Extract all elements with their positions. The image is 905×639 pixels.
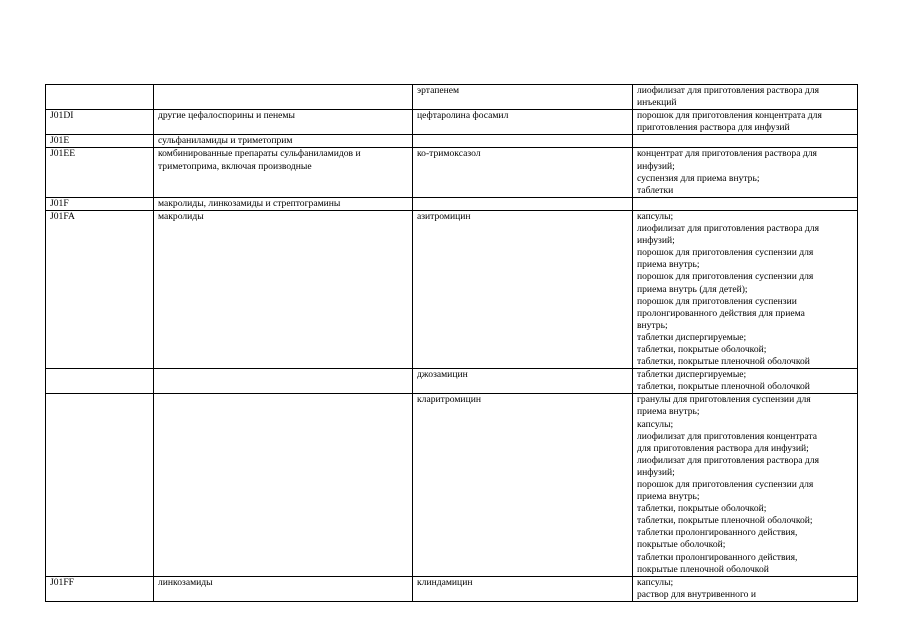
- dosage-form-item: порошок для приготовления суспензии для приема внутрь;: [637, 479, 814, 503]
- dosage-form-item: таблетки, покрытые пленочной оболочкой;: [637, 515, 813, 527]
- drug-name-cell: эртапенем: [413, 85, 633, 110]
- dosage-form-item: таблетки, покрытые пленочной оболочкой: [637, 381, 810, 393]
- dosage-form-item: таблетки: [637, 184, 674, 196]
- group-name-cell: другие цефалоспорины и пенемы: [154, 110, 413, 135]
- atc-code-cell: [46, 394, 154, 576]
- drug-name-cell: клиндамицин: [413, 576, 633, 601]
- atc-code-cell: J01EE: [46, 148, 154, 197]
- dosage-form-item: порошок для приготовления суспензии для приема внутрь (для детей);: [637, 271, 814, 295]
- dosage-form-item: таблетки, покрытые пленочной оболочкой: [637, 356, 810, 368]
- atc-code-cell: [46, 369, 154, 394]
- drug-name-cell: азитромицин: [413, 210, 633, 368]
- dosage-forms-cell: [633, 394, 858, 576]
- dosage-forms-cell: [633, 135, 858, 148]
- dosage-forms-cell: [633, 85, 858, 110]
- dosage-form-item: таблетки диспергируемые;: [637, 331, 747, 343]
- dosage-forms-cell: [633, 576, 858, 601]
- dosage-forms-cell: [633, 110, 858, 135]
- group-name-cell: линкозамиды: [154, 576, 413, 601]
- dosage-form-item: гранулы для приготовления суспензии для приема внутрь;: [637, 394, 811, 418]
- drug-name-cell: кларитромицин: [413, 394, 633, 576]
- group-name-cell: сульфаниламиды и триметоприм: [154, 135, 413, 148]
- atc-code-cell: J01FA: [46, 210, 154, 368]
- table-row: [46, 85, 858, 110]
- dosage-form-item: лиофилизат для приготовления концентрата для приготовления раствора для инфузий;: [637, 430, 817, 454]
- dosage-form-item: капсулы;: [637, 576, 674, 588]
- dosage-form-item: лиофилизат для приготовления раствора для инфузий;: [637, 223, 819, 247]
- table-row: [46, 135, 858, 148]
- drug-name-cell: ко-тримоксазол: [413, 148, 633, 197]
- dosage-form-item: порошок для приготовления суспензии пролонгированного действия для приема внутрь;: [637, 295, 805, 331]
- table-row: [46, 210, 858, 368]
- dosage-form-item: порошок для приготовления суспензии для приема внутрь;: [637, 247, 814, 271]
- atc-code-cell: J01DI: [46, 110, 154, 135]
- group-name-cell: комбинированные препараты сульфаниламидов и триметоприма, включая производные: [154, 148, 413, 197]
- table-row: [46, 369, 858, 394]
- dosage-form-item: суспензия для приема внутрь;: [637, 172, 760, 184]
- dosage-form-item: таблетки пролонгированного действия, покрытые оболочкой;: [637, 527, 798, 551]
- table-row: [46, 197, 858, 210]
- dosage-form-item: таблетки пролонгированного действия, покрытые пленочной оболочкой: [637, 551, 798, 575]
- dosage-form-item: лиофилизат для приготовления раствора для инъекций: [637, 85, 819, 109]
- drug-name-cell: [413, 135, 633, 148]
- table-row: [46, 148, 858, 197]
- group-name-cell: макролиды, линкозамиды и стрептограмины: [154, 197, 413, 210]
- drug-table: [45, 84, 858, 602]
- atc-code-cell: J01FF: [46, 576, 154, 601]
- dosage-form-item: капсулы;: [637, 418, 674, 430]
- atc-code-cell: J01F: [46, 197, 154, 210]
- dosage-forms-cell: [633, 210, 858, 368]
- dosage-forms-cell: [633, 197, 858, 210]
- dosage-form-item: концентрат для приготовления раствора для инфузий;: [637, 148, 817, 172]
- table-row: [46, 110, 858, 135]
- group-name-cell: [154, 394, 413, 576]
- group-name-cell: [154, 85, 413, 110]
- dosage-form-item: порошок для приготовления концентрата для приготовления раствора для инфузий: [637, 110, 822, 134]
- dosage-forms-cell: [633, 369, 858, 394]
- table-row: [46, 576, 858, 601]
- atc-code-cell: [46, 85, 154, 110]
- group-name-cell: макролиды: [154, 210, 413, 368]
- drug-name-cell: цефтаролина фосамил: [413, 110, 633, 135]
- drug-name-cell: [413, 197, 633, 210]
- dosage-form-item: таблетки, покрытые оболочкой;: [637, 343, 767, 355]
- table-row: [46, 394, 858, 576]
- dosage-forms-cell: [633, 148, 858, 197]
- dosage-form-item: лиофилизат для приготовления раствора для инфузий;: [637, 454, 819, 478]
- dosage-form-item: таблетки диспергируемые;: [637, 369, 747, 381]
- group-name-cell: [154, 369, 413, 394]
- dosage-form-item: таблетки, покрытые оболочкой;: [637, 503, 767, 515]
- dosage-form-item: раствор для внутривенного и: [637, 588, 756, 600]
- atc-code-cell: J01E: [46, 135, 154, 148]
- drug-table-body: [46, 85, 858, 602]
- dosage-form-item: капсулы;: [637, 210, 674, 222]
- drug-name-cell: джозамицин: [413, 369, 633, 394]
